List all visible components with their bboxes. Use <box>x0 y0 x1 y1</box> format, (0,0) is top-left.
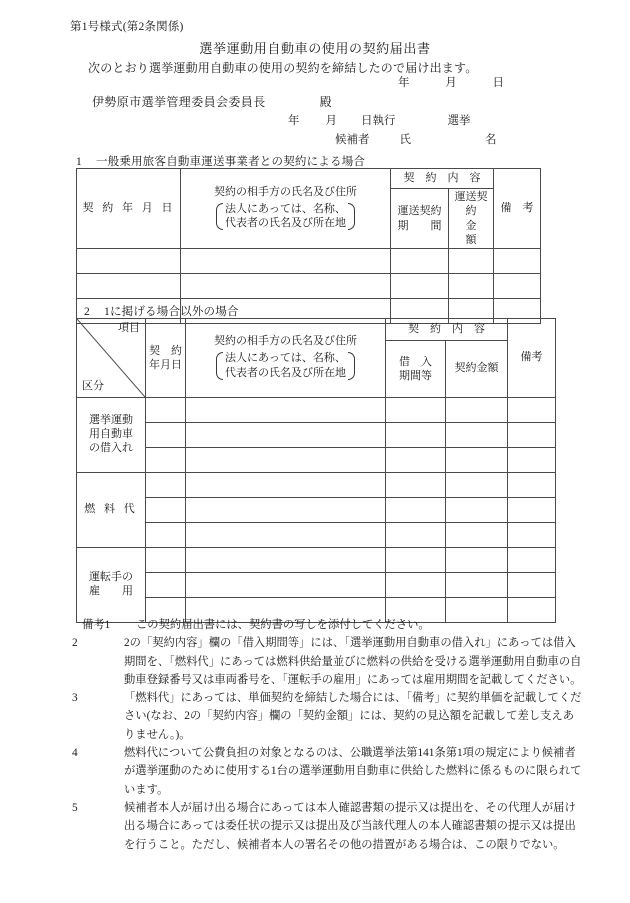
th-counterparty <box>181 169 391 249</box>
th-remarks <box>494 169 541 249</box>
th-borrow-period <box>386 341 446 398</box>
cell-remarks[interactable] <box>508 448 556 473</box>
cell-borrow-period[interactable] <box>386 548 446 573</box>
lead-paragraph: 次のとおり選挙運動用自動車の使用の契約を締結したので届け出ます。 <box>88 61 478 75</box>
addressee-name: 伊勢原市選挙管理委員会委員長 <box>92 95 266 109</box>
th-counterparty-note-line-1: 法人にあっては、名称、 <box>225 352 346 365</box>
note-marker: 4 <box>72 747 78 760</box>
cell-transport-amount[interactable] <box>449 249 494 274</box>
election-day-exec-label: 日執行 <box>361 115 396 127</box>
th-remarks-label: 備 考 <box>500 201 534 214</box>
row-category-vehicle-rental <box>77 398 146 473</box>
note-text: 「燃料代」にあっては、単価契約を締結した場合には、「備考」に契約単価を記載してください(なお、2の「契約内容」欄の「契約金額」には、契約の見込額を記載して差し支えありません。)。 <box>124 692 582 741</box>
cell-counterparty[interactable] <box>186 548 386 573</box>
th-remarks-label: 備考 <box>520 351 543 364</box>
cell-remarks[interactable] <box>494 274 541 299</box>
th-counterparty-note-line-1: 法人にあっては、名称、 <box>225 202 346 215</box>
cell-counterparty[interactable] <box>186 398 386 423</box>
cell-contract-amount[interactable] <box>446 548 508 573</box>
th-transport-period-line-2: 期 間 <box>397 219 442 232</box>
cell-contract-date[interactable] <box>77 274 181 299</box>
cell-counterparty[interactable] <box>186 473 386 498</box>
addressee-honorific: 殿 <box>319 95 332 109</box>
th-counterparty-title: 契約の相手方の氏名及び住所 <box>214 185 357 198</box>
th-contract-content-label: 契 約 内 容 <box>403 171 481 184</box>
section-1-number: 1 <box>76 156 82 168</box>
candidate-label: 候補者 <box>335 134 370 146</box>
cell-contract-date[interactable] <box>146 548 186 573</box>
cell-contract-date[interactable] <box>146 398 186 423</box>
cell-counterparty[interactable] <box>186 573 386 598</box>
th-borrow-period-line-1: 借 入 <box>399 355 432 368</box>
cell-contract-amount[interactable] <box>446 498 508 523</box>
category-line-2: 雇 用 <box>89 585 133 597</box>
election-year-label: 年 <box>288 115 300 127</box>
cell-counterparty[interactable] <box>181 249 391 274</box>
cell-transport-period[interactable] <box>391 249 449 274</box>
th-contract-content <box>391 169 494 189</box>
table-row[interactable] <box>77 423 556 448</box>
note-marker: 5 <box>72 801 78 814</box>
submission-date-line <box>398 74 504 90</box>
contract-table-general-carrier <box>76 168 541 324</box>
th-counterparty-note-line-2: 代表者の氏名及び所在地 <box>225 366 346 379</box>
form-code: 第1号様式(第2条関係) <box>70 21 184 33</box>
contract-table-other-cases <box>76 318 556 623</box>
election-date-line <box>288 112 471 128</box>
cell-contract-date[interactable] <box>146 423 186 448</box>
cell-transport-amount[interactable] <box>449 274 494 299</box>
table-row[interactable] <box>77 498 556 523</box>
candidate-name-line <box>335 131 497 147</box>
th-counterparty-note-line-2: 代表者の氏名及び所在地 <box>225 217 346 230</box>
cell-borrow-period[interactable] <box>386 423 446 448</box>
section-1-title: 一般乗用旅客自動車運送事業者との契約による場合 <box>96 156 366 168</box>
document-title: 選挙運動用自動車の使用の契約届出書 <box>199 41 431 56</box>
note-marker: 2 <box>72 637 78 650</box>
cell-borrow-period[interactable] <box>386 523 446 548</box>
cell-contract-date[interactable] <box>146 573 186 598</box>
cell-contract-amount[interactable] <box>446 423 508 448</box>
cell-remarks[interactable] <box>508 548 556 573</box>
note-text: 2の「契約内容」欄の「借入期間等」には、「選挙運動用自動車の借入れ」にあっては借入期間を、「燃料代」にあっては燃料供給量並びに燃料の供給を受ける選挙運動用自動車の自動車登録番号又は車両番号を、「運転手の雇用」にあっては雇用期間を記載してください。 <box>124 637 582 686</box>
th-counterparty-note <box>216 351 355 381</box>
th-counterparty <box>186 319 386 398</box>
cell-borrow-period[interactable] <box>386 573 446 598</box>
th-item-kubun-split <box>77 319 146 398</box>
section-2-title: 1に掲げる場合以外の場合 <box>104 306 239 318</box>
th-kubun-label: 区分 <box>82 380 104 393</box>
cell-counterparty[interactable] <box>186 498 386 523</box>
category-line-2: 用自動車 <box>89 428 133 441</box>
addressee-line <box>92 93 332 110</box>
th-transport-amount <box>449 189 499 249</box>
cell-contract-date[interactable] <box>146 448 186 473</box>
section-2-number: 2 <box>84 306 90 318</box>
th-contract-content <box>386 319 508 341</box>
row-category-fuel-cost <box>77 473 146 548</box>
cell-remarks[interactable] <box>508 423 556 448</box>
date-month-label: 月 <box>445 77 457 89</box>
cell-transport-period[interactable] <box>391 274 449 299</box>
notes-section <box>72 616 582 854</box>
table-row[interactable] <box>77 573 556 598</box>
cell-counterparty[interactable] <box>181 274 391 299</box>
category-line-3: の借入れ <box>89 441 133 454</box>
cell-remarks[interactable] <box>494 249 541 274</box>
table-row[interactable] <box>77 448 556 473</box>
th-contract-date-label: 契 約 年 月 日 <box>82 201 176 214</box>
note-marker: 備考1 <box>82 619 111 631</box>
cell-contract-date[interactable] <box>146 498 186 523</box>
cell-contract-date[interactable] <box>146 523 186 548</box>
date-day-label: 日 <box>492 77 504 89</box>
cell-contract-amount[interactable] <box>446 473 508 498</box>
cell-counterparty[interactable] <box>186 423 386 448</box>
cell-contract-amount[interactable] <box>446 573 508 598</box>
note-text: この契約届出書には、契約書の写しを添付してください。 <box>136 619 430 631</box>
cell-borrow-period[interactable] <box>386 448 446 473</box>
election-word-label: 選挙 <box>447 115 471 127</box>
category-line-1: 燃 料 代 <box>84 503 138 516</box>
note-item <box>72 744 582 799</box>
cell-contract-amount[interactable] <box>446 523 508 548</box>
th-counterparty-note <box>216 202 355 232</box>
th-transport-amount-line-1: 運送契約 <box>454 191 488 218</box>
note-item <box>72 689 582 744</box>
table2-header-row-1 <box>77 319 556 341</box>
note-item <box>82 616 582 634</box>
cell-contract-date[interactable] <box>146 473 186 498</box>
th-contract-amount <box>446 341 508 398</box>
th-counterparty-title: 契約の相手方の氏名及び住所 <box>214 335 357 348</box>
cell-borrow-period[interactable] <box>386 398 446 423</box>
cell-counterparty[interactable] <box>186 448 386 473</box>
note-item <box>72 634 582 689</box>
table-row[interactable] <box>77 523 556 548</box>
candidate-name-char-1: 氏 <box>399 134 411 146</box>
th-contract-date-line-1: 契 約 <box>149 344 182 357</box>
th-contract-date-line-2: 年月日 <box>149 359 182 371</box>
th-remarks <box>508 319 556 398</box>
table-row[interactable] <box>77 548 556 573</box>
table-row[interactable] <box>77 473 556 498</box>
th-transport-period <box>391 189 449 249</box>
note-text: 燃料代について公費負担の対象となるのは、公職選挙法第141条第1項の規定により候補者が選挙運動のために使用する1台の選挙運動用自動車に供給した燃料に係るものに限られています。 <box>124 747 582 796</box>
table-row[interactable] <box>77 274 541 299</box>
note-marker: 3 <box>72 692 78 705</box>
table-row[interactable] <box>77 398 556 423</box>
th-contract-amount-label: 契約金額 <box>454 362 499 375</box>
cell-remarks[interactable] <box>508 473 556 498</box>
category-line-1: 運転手の <box>89 571 133 584</box>
date-year-label: 年 <box>398 77 410 89</box>
candidate-name-char-2: 名 <box>485 134 497 146</box>
th-transport-amount-line-2: 金 額 <box>465 219 499 246</box>
category-line-1: 選挙運動 <box>89 414 133 427</box>
note-item <box>72 799 582 854</box>
note-text: 候補者本人が届け出る場合にあっては本人確認書類の提示又は提出を、その代理人が届け出る場合にあっては委任状の提示又は提出及び当該代理人の本人確認書類の提示又は提出を行うこと。ただし、候補者本人の署名その他の措置がある場合は、この限りでない。 <box>124 801 576 851</box>
table-row[interactable] <box>77 249 541 274</box>
cell-remarks[interactable] <box>508 523 556 548</box>
th-contract-content-label: 契 約 内 容 <box>408 322 485 335</box>
th-contract-date <box>146 319 186 398</box>
th-item-label: 項目 <box>118 322 140 334</box>
election-month-label: 月 <box>325 115 337 127</box>
cell-remarks[interactable] <box>508 498 556 523</box>
th-transport-period-line-1: 運送契約 <box>397 205 442 218</box>
th-borrow-period-line-2: 期間等 <box>399 370 432 383</box>
cell-contract-date[interactable] <box>77 249 181 274</box>
row-category-driver-employment <box>77 548 146 623</box>
cell-borrow-period[interactable] <box>386 498 446 523</box>
cell-contract-amount[interactable] <box>446 448 508 473</box>
cell-remarks[interactable] <box>508 398 556 423</box>
cell-counterparty[interactable] <box>186 523 386 548</box>
cell-remarks[interactable] <box>508 573 556 598</box>
cell-borrow-period[interactable] <box>386 473 446 498</box>
table1-header-row-1 <box>77 169 541 189</box>
cell-contract-amount[interactable] <box>446 398 508 423</box>
section-2-label <box>84 303 239 319</box>
section-1-label <box>76 153 365 169</box>
th-contract-date <box>77 169 181 249</box>
